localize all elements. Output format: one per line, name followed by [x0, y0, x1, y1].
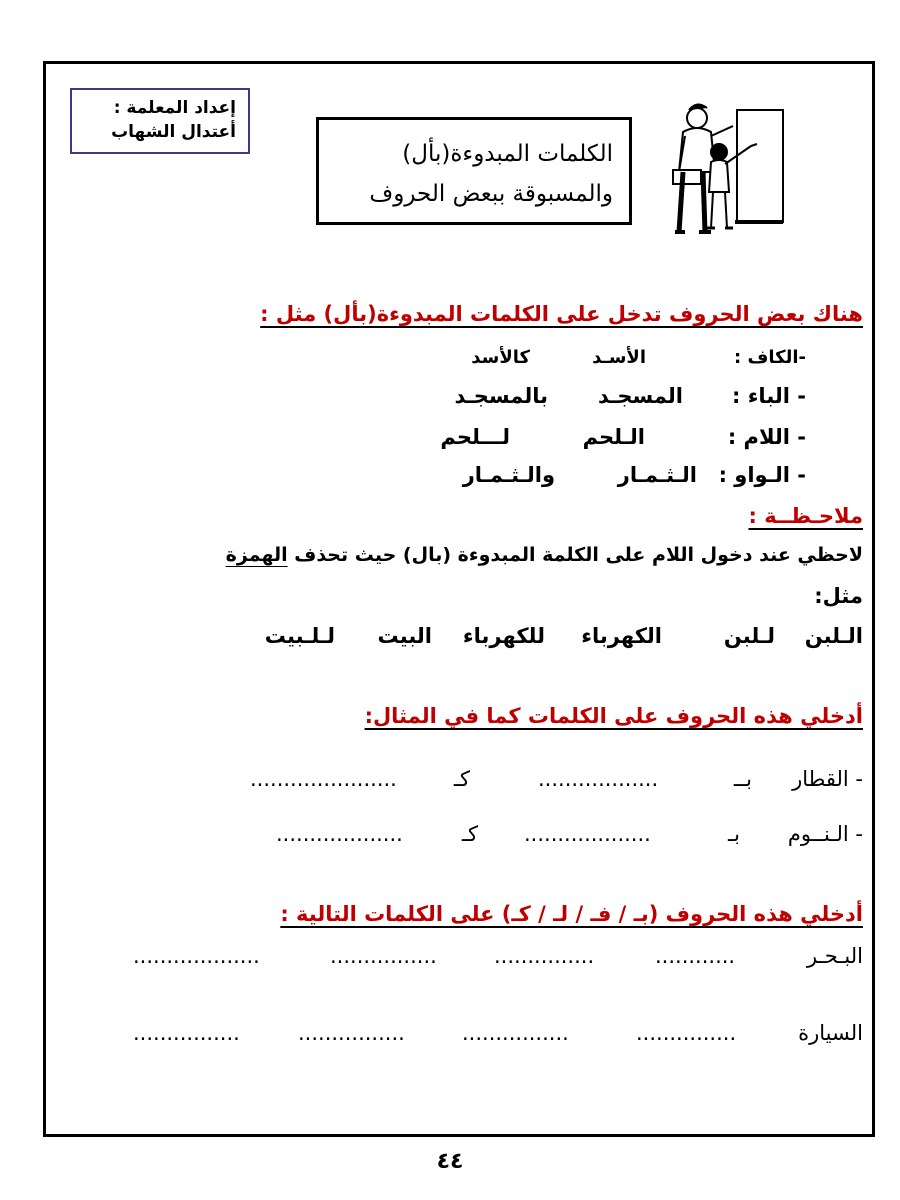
author-name: أعتدال الشهاب: [111, 122, 236, 142]
example-letter-3: - اللام :: [727, 425, 806, 449]
note-text-main: لاحظي عند دخول اللام على الكلمة المبدوءة (بال) حيث تحذف: [287, 544, 863, 566]
exercise2-heading: أدخلي هذه الحروف (بـ / فـ / لـ / كـ) على الكلمات التالية :: [280, 902, 863, 926]
note-text: [226, 544, 863, 566]
example-word-3: الـلحم: [582, 425, 645, 449]
author-label: إعداد المعلمة :: [113, 98, 236, 118]
example-letter-2: - الباء :: [731, 384, 806, 408]
pair-word-2: الكهرباء: [581, 624, 662, 648]
exercise2-word-1: البـحـر: [806, 944, 863, 968]
exercise1-prefix-2a: بـ: [728, 822, 740, 846]
page-number: ٤٤: [436, 1149, 464, 1174]
exercise1-blank-2b[interactable]: ...................: [276, 822, 403, 846]
title-line-2: والمسبوقة ببعض الحروف: [369, 181, 613, 207]
title-box: [316, 117, 632, 225]
exercise2-blank-2c[interactable]: ................: [298, 1021, 405, 1045]
example-letter-4: - الـواو :: [718, 463, 806, 487]
intro-heading: هناك بعض الحروف تدخل على الكلمات المبدوءة(بأل) مثل :: [260, 302, 863, 326]
note-highlight-word: الهمزة: [225, 544, 288, 566]
exercise2-blank-1b[interactable]: ...............: [494, 944, 595, 968]
pair-word-1: الـلبن: [804, 624, 863, 648]
exercise2-blank-1c[interactable]: ................: [330, 944, 437, 968]
pair-result-2: للكهرباء: [462, 624, 545, 648]
example-result-3: لـــلحم: [440, 425, 510, 449]
exercise1-blank-1a[interactable]: ..................: [538, 767, 659, 791]
example-word-2: المسجـد: [598, 384, 683, 408]
exercise1-prefix-2b: كـ: [461, 822, 478, 846]
exercise2-word-2: السيارة: [798, 1021, 863, 1045]
exercise2-blank-2d[interactable]: ................: [133, 1021, 240, 1045]
exercise1-blank-2a[interactable]: ...................: [524, 822, 651, 846]
title-line-1: الكلمات المبدوءة(بأل): [402, 141, 613, 167]
exercise1-blank-1b[interactable]: ......................: [250, 767, 397, 791]
example-result-2: بالمسجـد: [454, 384, 548, 408]
exercise1-word-1: - القطار: [792, 767, 863, 791]
exercise1-prefix-1a: بــ: [733, 767, 752, 791]
example-result-4: والـثـمـار: [462, 463, 555, 487]
exercise2-blank-1a[interactable]: ............: [655, 944, 736, 968]
note-heading: ملاحـظــة :: [748, 504, 863, 528]
exercise1-word-2: - الـنــوم: [787, 822, 863, 846]
pair-word-3: البيت: [377, 624, 432, 648]
exercise1-prefix-1b: كـ: [453, 767, 470, 791]
example-result-1: كالأسد: [471, 347, 530, 368]
exercise1-heading: أدخلي هذه الحروف على الكلمات كما في المثال:: [364, 704, 863, 728]
pair-result-3: لـلـبيت: [264, 624, 335, 648]
author-box: [70, 88, 250, 154]
example-word-4: الـثـمـار: [617, 463, 697, 487]
example-word-1: الأسـد: [592, 347, 646, 368]
exercise2-blank-1d[interactable]: ...................: [133, 944, 260, 968]
exercise2-blank-2a[interactable]: ...............: [636, 1021, 737, 1045]
exercise2-blank-2b[interactable]: ................: [462, 1021, 569, 1045]
note-example-label: مثل:: [814, 584, 863, 608]
pair-result-1: لـلبن: [723, 624, 775, 648]
teacher-student-illustration: [655, 100, 785, 240]
example-letter-1: -الكاف :: [734, 347, 806, 368]
